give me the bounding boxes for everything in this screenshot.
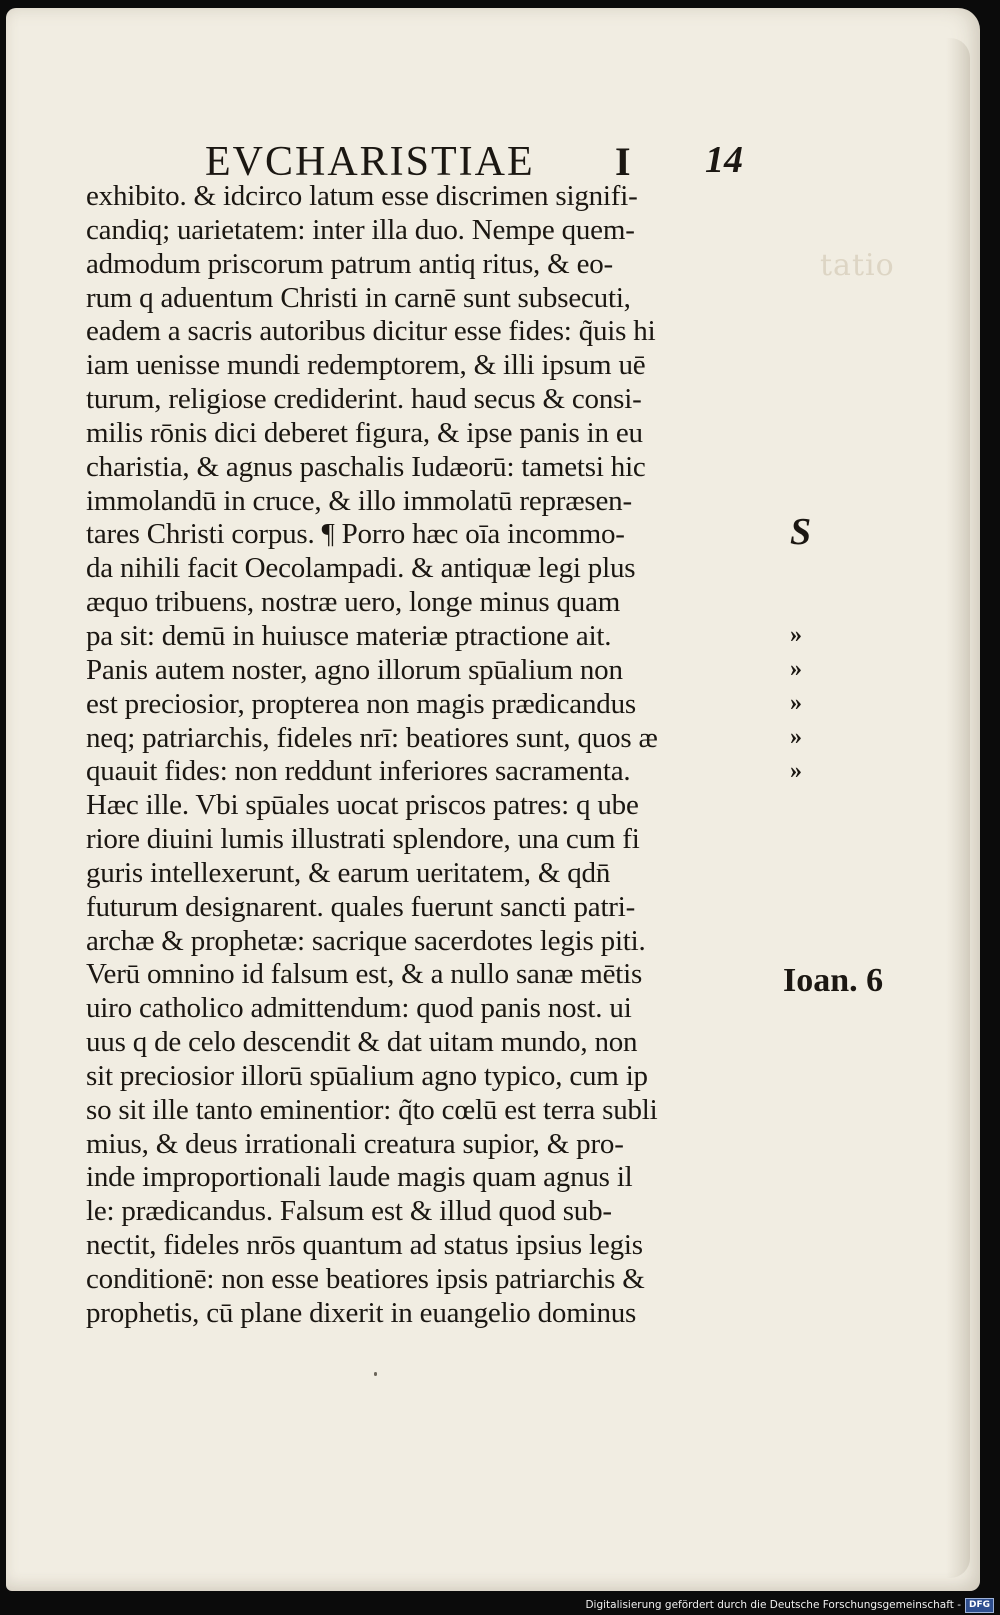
margin-quote-mark: » [790,690,801,716]
text-line: riore diuini lumis illustrati splendore, una cum fi [86,823,640,856]
text-line: charistia, & agnus paschalis Iudæorū: tametsi hic [86,450,646,483]
text-line: iam uenisse mundi redemptorem, & illi ipsum uē [86,349,646,382]
ink-speck [374,1372,377,1376]
text-line: est preciosior, propterea non magis prædicandus [86,687,636,720]
page-edge-shadow [946,38,970,1578]
text-line: neq; patriarchis, fideles nrī: beatiores sunt, quos æ [86,721,658,754]
margin-section-mark: S [790,511,812,553]
text-line: æquo tribuens, nostræ uero, longe minus quam [86,586,621,619]
text-line: milis rōnis dici deberet figura, & ipse panis in eu [86,416,643,449]
text-line: da nihili facit Oecolampadi. & antiquæ legi plus [86,552,636,585]
text-line: guris intellexerunt, & earum ueritatem, & qdn̄ [86,856,611,889]
text-line: admodum priscorum patrum antiq ritus, & eo- [86,247,613,280]
margin-quote-mark: » [790,724,801,750]
text-line: so sit ille tanto eminentior: q̃to cœlū est terra subli [86,1093,658,1126]
text-line: conditionē: non esse beatiores ipsis patriarchis & [86,1263,645,1295]
text-line: quauit fides: non reddunt inferiores sacramenta. [86,755,631,788]
margin-reference: Ioan. 6 [783,962,884,999]
margin-quote-mark: » [790,622,801,648]
text-line: turum, religiose crediderint. haud secus & consi- [86,383,642,416]
text-line: mius, & deus irrationali creatura supior, & pro- [86,1127,624,1160]
text-line: eadem a sacris autoribus dicitur esse fides: q̃uis hi [86,315,656,348]
dfg-logo: DFG [965,1598,994,1613]
running-head-title: EVCHARISTIAE [205,139,535,185]
text-line: rum q aduentum Christi in carnē sunt subsecuti, [86,281,631,314]
text-line: uus q de celo descendit & dat uitam mundo, non [86,1026,638,1059]
signature-mark: I [615,139,631,184]
text-line: pa sit: demū in huiusce materiæ ptractione ait. [86,619,612,652]
text-line: nectit, fideles nrōs quantum ad status ipsius legis [86,1229,643,1262]
text-line: prophetis, cū plane dixerit in euangelio dominus [86,1296,637,1329]
text-line: immolandū in cruce, & illo immolatū repræsen- [86,484,632,517]
text-line: Hæc ille. Vbi spūales uocat priscos patres: q ube [86,789,639,822]
text-line: candiq; uarietatem: inter illa duo. Nempe quem- [86,213,635,246]
text-line: uiro catholico admittendum: quod panis nost. ui [86,992,632,1025]
footer-credit-text: Digitalisierung gefördert durch die Deutsche Forschungsgemeinschaft - [585,1599,961,1611]
text-line: futurum designarent. quales fuerunt sancti patri- [86,890,636,923]
body-text [86,180,786,1331]
text-line: le: prædicandus. Falsum est & illud quod sub- [86,1195,612,1228]
text-line: tares Christi corpus. ¶ Porro hæc oīa incommo- [86,518,625,551]
text-line: Panis autem noster, agno illorum spūalium non [86,653,623,686]
text-line: archæ & prophetæ: sacrique sacerdotes legis piti. [86,924,646,957]
folio-number: 14 [705,139,743,181]
margin-quote-mark: » [790,758,801,784]
text-line: inde improportionali laude magis quam agnus il [86,1161,633,1194]
footer-credit [585,1597,994,1613]
show-through-text: tatio [820,248,895,283]
text-line: exhibito. & idcirco latum esse discrimen signifi- [86,180,638,212]
text-line: Verū omnino id falsum est, & a nullo sanæ mētis [86,958,643,991]
text-line: sit preciosior illorū spūalium agno typico, cum ip [86,1059,648,1092]
margin-quote-mark: » [790,656,801,682]
